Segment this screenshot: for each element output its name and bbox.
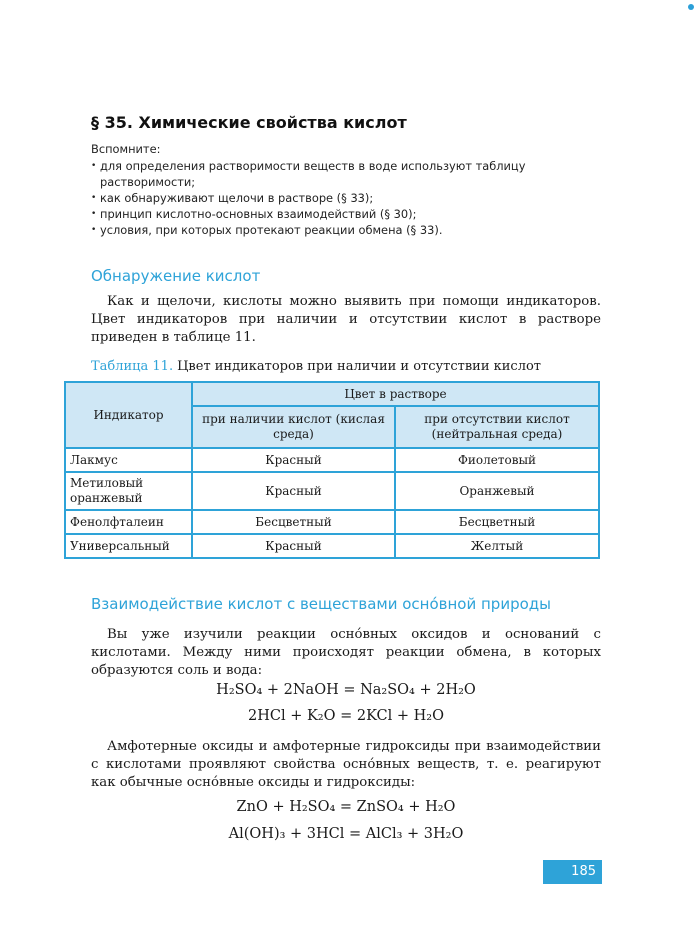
row-neutral-color: Фиолетовый — [395, 448, 599, 472]
row-neutral-color: Желтый — [395, 534, 599, 558]
table-row — [65, 534, 599, 558]
row-indicator-name: Метиловый оранжевый — [65, 472, 192, 510]
paragraph-detection: Как и щелочи, кислоты можно выявить при помощи индикаторов. Цвет индикаторов при наличии и отсутствии кислот в растворе приведен в таблице 11. — [91, 294, 601, 345]
row-indicator-name: Фенолфталеин — [65, 510, 192, 534]
section-title: § 35. Химические свойства кислот — [91, 113, 407, 132]
paragraph-reactions: Вы уже изучили реакции осно́вных оксидов и оснований с кислотами. Между ними происходят реакции обмена, в которых образуются соль и вода: — [91, 627, 601, 678]
row-neutral-color: Бесцветный — [395, 510, 599, 534]
row-acid-color: Красный — [192, 472, 395, 510]
header-color-group: Цвет в растворе — [192, 382, 599, 406]
subheading-basic-interaction: Взаимодействие кислот с веществами осно́вной природы — [91, 595, 551, 613]
header-neutral: при отсутствии кислот (нейтральная среда) — [395, 406, 599, 448]
table-row — [65, 448, 599, 472]
row-indicator-name: Лакмус — [65, 448, 192, 472]
table-caption-number: Таблица 11. — [91, 359, 174, 374]
header-acid: при наличии кислот (кислая среда) — [192, 406, 395, 448]
indicator-table — [64, 381, 600, 559]
formula-3: ZnO + H₂SO₄ = ZnSO₄ + H₂O — [236, 799, 456, 815]
remember-item: • для определения растворимости веществ в воде используют таблицу растворимости; — [91, 158, 601, 190]
page-number: 185 — [543, 860, 602, 884]
row-acid-color: Красный — [192, 534, 395, 558]
table-caption — [91, 359, 601, 374]
remember-block — [91, 141, 601, 238]
remember-label: Вспомните: — [91, 142, 161, 156]
header-indicator: Индикатор — [65, 382, 192, 448]
paragraph-amphoteric: Амфотерные оксиды и амфотерные гидроксиды при взаимодействии с кислотами проявляют свойства осно́вных веществ, т. е. реагируют как обычные осно́вные оксиды и гидроксиды: — [91, 739, 601, 790]
row-acid-color: Красный — [192, 448, 395, 472]
logo-icon — [688, 4, 694, 10]
row-neutral-color: Оранжевый — [395, 472, 599, 510]
remember-item: • условия, при которых протекают реакции обмена (§ 33). — [91, 222, 601, 238]
formula-1: H₂SO₄ + 2NaOH = Na₂SO₄ + 2H₂O — [216, 682, 476, 698]
table-row — [65, 510, 599, 534]
subheading-detection: Обнаружение кислот — [91, 267, 261, 285]
remember-list — [91, 158, 601, 238]
corner-logo — [688, 4, 694, 10]
remember-item: • как обнаруживают щелочи в растворе (§ 33); — [91, 190, 601, 206]
table-caption-text: Цвет индикаторов при наличии и отсутствии кислот — [177, 359, 541, 374]
row-acid-color: Бесцветный — [192, 510, 395, 534]
formula-4: Al(OH)₃ + 3HCl = AlCl₃ + 3H₂O — [228, 826, 464, 842]
table-row — [65, 472, 599, 510]
remember-item: • принцип кислотно-основных взаимодействий (§ 30); — [91, 206, 601, 222]
row-indicator-name: Универсальный — [65, 534, 192, 558]
formula-2: 2HCl + K₂O = 2KCl + H₂O — [248, 708, 444, 724]
